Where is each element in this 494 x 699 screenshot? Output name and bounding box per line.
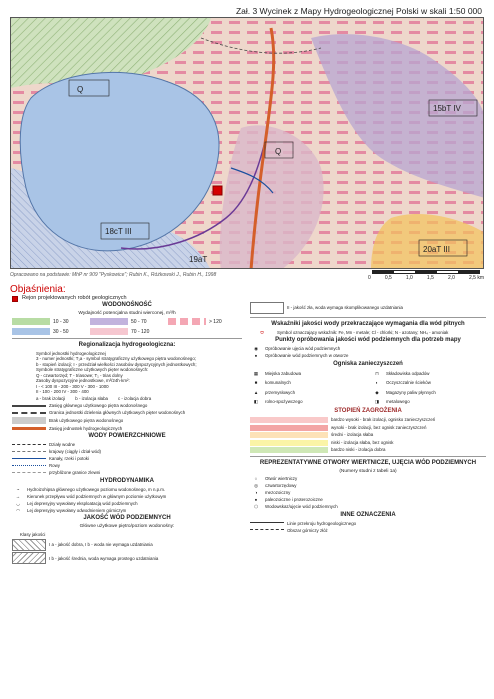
unit-label-5: 19aT [189, 255, 208, 264]
yield-swatch-2 [168, 318, 206, 325]
quality-swatch-2 [250, 302, 284, 314]
mesozoic-icon: ◑ [254, 490, 258, 496]
quality-swatch-1 [12, 552, 46, 564]
municipal-icon: ■ [254, 380, 258, 385]
quality-title: JAKOŚĆ WÓD PODZIEMNYCH [83, 515, 171, 522]
pollution-title: Ogniska zanieczyszczeń [333, 360, 403, 367]
mining-cone-icon: ◠ [16, 507, 20, 513]
page-title: Zał. 3 Wycinek z Mapy Hydrogeologicznej Polski w skali 1:50 000 [235, 6, 482, 16]
quality-swatch-0 [12, 539, 46, 551]
hydrogeological-map[interactable] [10, 17, 484, 269]
yield-label-4: 70 - 120 [131, 328, 150, 335]
project-area-marker[interactable] [213, 186, 222, 195]
hazard-swatch-2 [250, 432, 328, 438]
boundary-swatch-1 [12, 412, 46, 415]
legend-heading: Objaśnienia: [10, 284, 66, 295]
sampling-well-icon: ● [254, 353, 258, 358]
depression-cone-icon: ◡ [16, 500, 20, 506]
indicators-title: Wskaźniki jakości wody przekraczające wymagania dla wód pitnych [271, 320, 465, 327]
source-note: Opracowano na podstawie: MhP nr 909 "Pyskowice"; Rubin K., Różkowski J., Rubin H., 1998 [10, 272, 217, 278]
legend-right-column: II - jakość zła, woda wymaga skomplikowanego uzdatniania Wskaźniki jakości wody przekraczające wymagania dla wód pitnych ⬭ Symbol oznaczający wskaźnik: Fe, Mn - metale; Cl - chlorki; N - azotany; NH₄ - amoniak Punkty opróbowania jakości wód podziemnych dla potrzeb mapy ◉ Opróbowanie ujęcia wód podziemnych ● Opróbowanie wód podziemnych w otworze Ogniska zanieczyszczeń ▦ Miejska zabudowa ⊓ Składowiska odpadów ■ komunalnych ◐ Oczyszczalnie ścieków ▲ przemysłowych ◆ Magazyny paliw płynnych ◧ rolno-spożywczego ◨ metalowego STOPIEŃ ZAGROŻENIA bardzo wysoki - brak izolacji, ognisko zanieczyszczeń wysoki - brak izolacji, bez ognisk zanieczyszczeń średni - izolacja słaba niski - izolacja słaba, bez ognisk bardzo niski - izolacja dobra REPREZENTATYWNE OTWORY WIERTNICZE, UJĘCIA WÓD PODZIEMNYCH (Numery studni z tabeli 1a) ○ Otwór wiertniczy ◎ czwartorzędowy ◑ mezozoiczny ● paleozoiczne i proterozoiczne ⬡ Wodowskaz/ujęcie wód podziemnych INNE OZNACZENIA Linie przekroju hydrogeologicznego Obszar górniczy złóż [250, 300, 486, 535]
unit-label-1: Q [77, 85, 84, 94]
yield-label-0: 10 - 30 [53, 318, 69, 325]
scale-label-4: 2,0 [447, 275, 455, 281]
industrial-icon: ▲ [253, 389, 259, 395]
paleozoic-icon: ● [254, 497, 258, 503]
watershed-national-swatch [12, 451, 46, 454]
scale-label-3: 1,5 [426, 275, 434, 281]
scale-label-1: 0,5 [384, 275, 392, 281]
unit-label-6: 20aT III [423, 245, 450, 254]
catchment-swatch [12, 472, 46, 475]
legend-left-column: WODONOŚNOŚĆ Wydajność potencjalna studni wierconej, m³/h 10 - 30 50 - 70 > 120 30 - 50 70 - 120 Regionalizacja hydrogeologiczna: Symbol jednostki hydrogeologicznej 3 - numer jednostki; T₁a - symbol stratygraficzny użytkowego piętra wodonośnego; b - stopień izolacji; I - przedział wielkości zasobów dyspozycyjnych jednostkowych; Symbole stratygraficzne użytkowych pięter wodonośnych: Q - czwartorzęd; T - triasowe; T₁ - trias dolny Zasoby dyspozycyjne jednostkowe, m³/24h·km²: I - < 100 III - 200 - 300 V - 300 - 1000 II - 100 - 200 IV - 300 - 400 a - brak izolacji b - izolacja słaba c - izolacja dobra Zasięg głównego użytkowego piętra wodonośnego Granica jednostki dzielenia głównych użytkowych pięter wodonośnych Brak użytkowego piętra wodonośnego Zasięg jednostek hydrogeologicznych WODY POWIERZCHNIOWE Działy wodne krajowy (ciągły i dział wód) Kanały, rzeki i potoki Rowy przybliżone granice zlewni HYDRODYNAMIKA ~ Hydroizohipsa głównego użytkowego poziomu wodonośnego, m n.p.m. → Kierunek przepływu wód podziemnych w głównym poziomie użytkowym ◡ Lej depresyjny wywołany eksploatacją wód podziemnych ◠ Lej depresyjny wywołany odwodnieniem górniczym JAKOŚĆ WÓD PODZIEMNYCH Główne użytkowe piętro/poziom wodonośny: Klasy jakości I a - jakość dobra, I b - woda nie wymaga uzdatniania I b - jakość średnia, woda wymaga prostego uzdatniania [12, 300, 242, 566]
sampling-title: Punkty opróbowania jakości wód podziemnych dla potrzeb mapy [275, 337, 461, 343]
flow-arrow-icon: → [15, 493, 21, 499]
hydrodynamics-title: HYDRODYNAMIKA [100, 477, 154, 484]
urban-icon: ▦ [253, 370, 259, 376]
yield-swatch-4 [90, 328, 128, 335]
watershed-swatch [12, 444, 46, 447]
yield-subtitle: Wydajność potencjalna studni wierconej, m³/h [78, 310, 176, 316]
scale-label-0: 0 [368, 275, 371, 281]
boundary-swatch-3 [12, 427, 46, 430]
section-line-swatch [250, 522, 284, 525]
unit-label-4: 18cT III [105, 227, 132, 236]
quality-subtitle: Główne użytkowe piętro/poziom wodonośny: [79, 523, 175, 529]
hazard-title: STOPIEŃ ZAGROŻENIA [334, 408, 402, 414]
yield-swatch-1 [90, 318, 128, 325]
yield-swatch-3 [12, 328, 50, 335]
scale-label-2: 1,0 [405, 275, 413, 281]
metal-icon: ◨ [374, 399, 380, 404]
river-swatch [12, 458, 46, 461]
hazard-swatch-4 [250, 447, 328, 453]
yield-label-2: > 120 [209, 318, 222, 325]
yield-title: WODONOŚNOŚĆ [102, 302, 152, 308]
quality-class-header: Klasy jakości [20, 531, 46, 537]
other-title: INNE OZNACZENIA [340, 511, 396, 518]
hydro-region-title: Regionalizacja hydrogeologiczna: [78, 342, 176, 349]
project-area-label: Rejon projektowanych robót geologicznych [22, 295, 127, 301]
mining-area-swatch [250, 529, 284, 532]
borehole-icon: ○ [254, 476, 258, 482]
ditch-swatch [12, 465, 46, 468]
isohypse-icon: ~ [16, 486, 20, 492]
gauge-icon: ⬡ [254, 504, 258, 510]
yield-label-3: 30 - 50 [53, 328, 69, 335]
wells-subtitle: (Numery studni z tabeli 1a) [339, 468, 397, 474]
quaternary-icon: ◎ [254, 483, 258, 489]
wastewater-icon: ◐ [375, 380, 379, 385]
sampling-intake-icon: ◉ [254, 346, 258, 351]
hazard-swatch-0 [250, 417, 328, 423]
map-canvas [11, 18, 484, 269]
surface-water-title: WODY POWIERZCHNIOWE [88, 433, 166, 440]
landfill-icon: ⊓ [375, 370, 379, 376]
scale-bar [368, 270, 484, 281]
yield-label-1: 50 - 70 [131, 318, 147, 325]
yield-swatch-0 [12, 318, 50, 325]
hazard-swatch-3 [250, 440, 328, 446]
boundary-swatch-0 [12, 405, 46, 408]
isolation-c: c - izolacja dobra [117, 396, 152, 402]
wells-title: REPREZENTATYWNE OTWORY WIERTNICZE, UJĘCIA WÓD PODZIEMNYCH [259, 460, 477, 466]
agro-food-icon: ◧ [253, 399, 259, 404]
isolation-b: b - izolacja słaba [75, 396, 108, 402]
boundary-swatch-2 [12, 417, 46, 424]
fuel-store-icon: ◆ [375, 389, 379, 395]
unit-label-2: Q [275, 147, 282, 156]
hazard-swatch-1 [250, 425, 328, 431]
unit-label-3: 15bT IV [433, 104, 461, 113]
isolation-a: a - brak izolacji [36, 396, 66, 402]
scale-label-5: 2,5 km [468, 275, 484, 281]
indicator-oval-icon: ⬭ [260, 329, 264, 335]
hydro-region-text: Symbol jednostki hydrogeologicznej 3 - numer jednostki; T₁a - symbol stratygraficzny użytkowego piętra wodonośnego; b - stopień izolacji; I - przedział wielkości zasobów dyspozycyjnych jednostkowych; Symbole stratygraficzne użytkowych pięter wodonośnych: Q - czwartorzęd; T - triasowe; T₁ - trias dolny Zasoby dyspozycyjne jednostkowe, m³/24h·km²: I - < 100 III - 200 - 300 V - 300 - 1000 II - 100 - 200 IV - 300 - 400 [36, 350, 197, 395]
